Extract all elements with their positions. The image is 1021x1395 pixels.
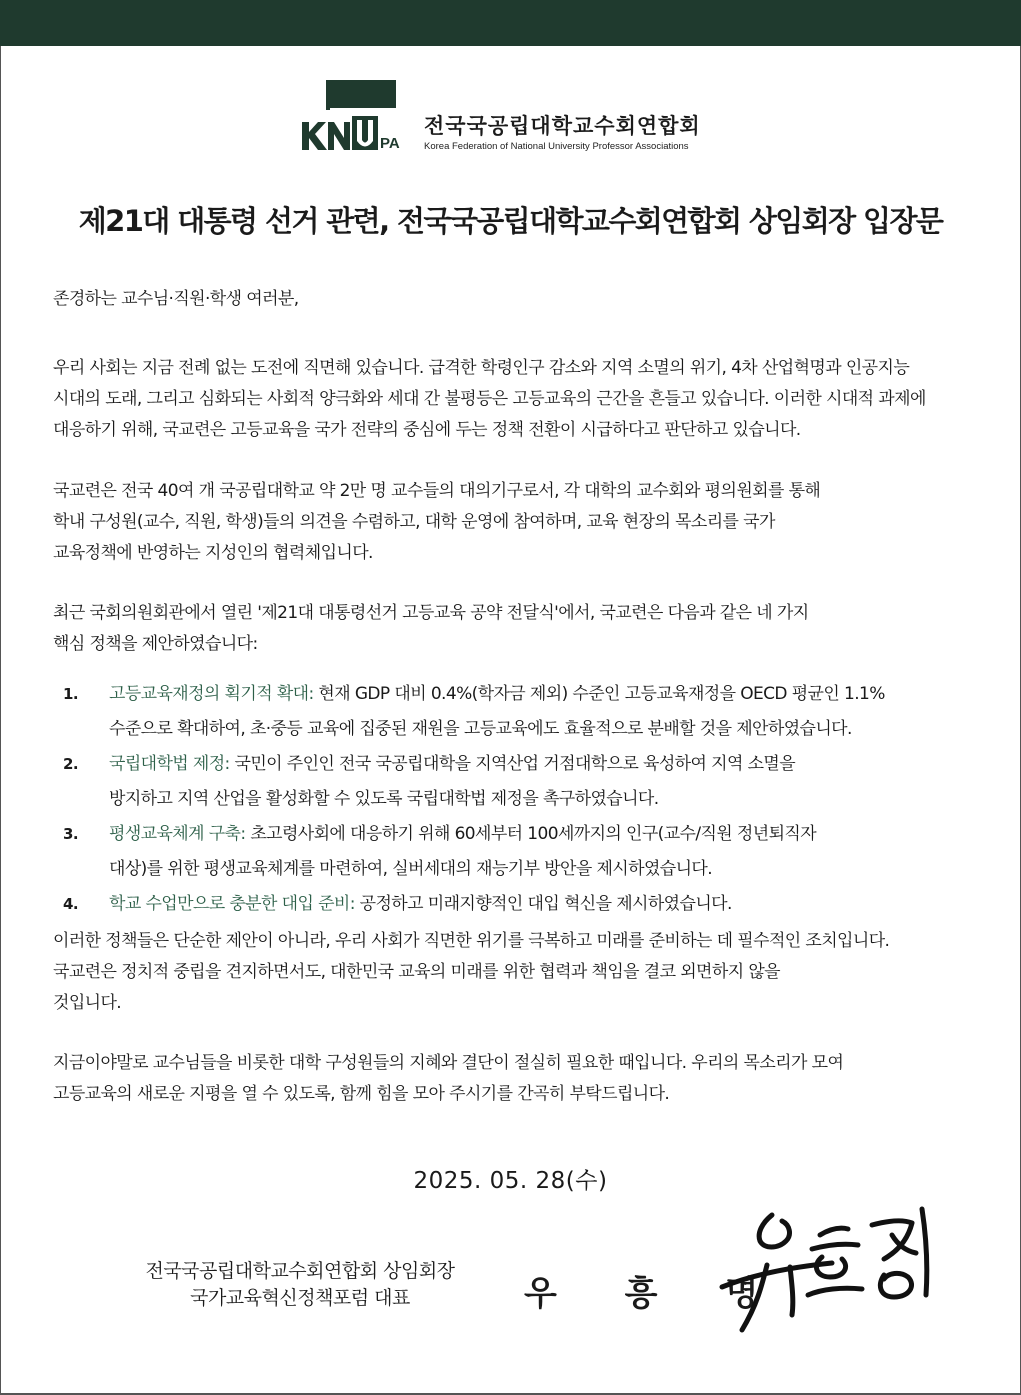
list-item-text: 수준으로 확대하여, 초·중등 교육에 집중된 재원을 고등교육에도 효율적으로 분배할 것을 제안하였습니다. <box>109 719 852 739</box>
text-line: 대응하기 위해, 국교련은 고등교육을 국가 전략의 중심에 두는 정책 전환이 시급하다고 판단하고 있습니다. <box>53 420 801 440</box>
org-logo <box>300 80 720 160</box>
paragraph-context <box>53 353 973 446</box>
list-number: 2. <box>63 755 78 773</box>
paragraph-appeal <box>53 1048 973 1110</box>
text-line: 우리 사회는 지금 전례 없는 도전에 직면해 있습니다. 급격한 학령인구 감소와 지역 소멸의 위기, 4차 산업혁명과 인공지능 <box>53 358 910 378</box>
text-line: 핵심 정책을 제안하였습니다: <box>53 634 258 654</box>
signer-titles <box>110 1258 490 1312</box>
list-item-heading: 고등교육재정의 획기적 확대: <box>109 684 314 704</box>
list-item-text: 대상)를 위한 평생교육체계를 마련하여, 실버세대의 재능기부 방안을 제시하였습니다. <box>109 859 713 879</box>
list-item <box>53 817 983 887</box>
knupa-logo-icon <box>300 80 418 154</box>
document-title: 제21대 대통령 선거 관련, 전국국공립대학교수회연합회 상임회장 입장문 <box>78 204 943 238</box>
paragraph-proposal-intro <box>53 598 973 660</box>
list-item-text: 방지하고 지역 산업을 활성화할 수 있도록 국립대학법 제정을 촉구하였습니다. <box>109 789 659 809</box>
text-line: 것입니다. <box>53 993 122 1013</box>
text-line: 국교련은 전국 40여 개 국공립대학교 약 2만 명 교수들의 대의기구로서, 각 대학의 교수회와 평의원회를 통해 <box>53 481 821 501</box>
list-item <box>53 887 983 924</box>
text-line: 최근 국회의원회관에서 열린 '제21대 대통령선거 고등교육 공약 전달식'에서, 국교련은 다음과 같은 네 가지 <box>53 603 809 623</box>
proposal-list <box>53 677 983 924</box>
svg-text:PA: PA <box>380 135 400 152</box>
top-banner <box>0 0 1021 46</box>
list-item-text: 국민이 주인인 전국 국공립대학을 지역산업 거점대학으로 육성하여 지역 소멸을 <box>229 754 796 774</box>
document-date: 2025. 05. 28(수) <box>413 1168 608 1194</box>
list-item-heading: 학교 수업만으로 충분한 대입 준비: <box>109 894 355 914</box>
list-number: 3. <box>63 825 78 843</box>
list-number: 4. <box>63 895 78 913</box>
paragraph-about <box>53 476 973 569</box>
org-name-english: Korea Federation of National University Professor Associations <box>424 141 689 152</box>
text-line: 교육정책에 반영하는 지성인의 협력체입니다. <box>53 543 373 563</box>
text-line: 학내 구성원(교수, 직원, 학생)들의 의견을 수렴하고, 대학 운영에 참여하며, 교육 현장의 목소리를 국가 <box>53 512 775 532</box>
signer-title: 국가교육혁신정책포럼 대표 <box>190 1287 410 1309</box>
greeting-line: 존경하는 교수님·직원·학생 여러분, <box>53 289 299 309</box>
text-line: 지금이야말로 교수님들을 비롯한 대학 구성원들의 지혜와 결단이 절실히 필요한 때입니다. 우리의 목소리가 모여 <box>53 1053 844 1073</box>
list-item <box>53 677 983 747</box>
paragraph-significance <box>53 926 973 1019</box>
text-line: 이러한 정책들은 단순한 제안이 아니라, 우리 사회가 직면한 위기를 극복하고 미래를 준비하는 데 필수적인 조치입니다. <box>53 931 890 951</box>
signer-title: 전국국공립대학교수회연합회 상임회장 <box>145 1260 455 1282</box>
org-name-korean: 전국국공립대학교수회연합회 <box>424 114 701 138</box>
signature-icon <box>712 1205 942 1345</box>
list-item <box>53 747 983 817</box>
list-item-heading: 평생교육체계 구축: <box>109 824 246 844</box>
text-line: 시대의 도래, 그리고 심화되는 사회적 양극화와 세대 간 불평등은 고등교육의 근간을 흔들고 있습니다. 이러한 시대적 과제에 <box>53 389 926 409</box>
list-item-heading: 국립대학법 제정: <box>109 754 230 774</box>
list-number: 1. <box>63 685 78 703</box>
list-item-text: 공정하고 미래지향적인 대입 혁신을 제시하였습니다. <box>354 894 732 914</box>
text-line: 국교련은 정치적 중립을 견지하면서도, 대한민국 교육의 미래를 위한 협력과 책임을 결코 외면하지 않을 <box>53 962 780 982</box>
list-item-text: 현재 GDP 대비 0.4%(학자금 제외) 수준인 고등교육재정을 OECD 평균인 1.1% <box>313 684 885 704</box>
list-item-text: 초고령사회에 대응하기 위해 60세부터 100세까지의 인구(교수/직원 정년퇴직자 <box>245 824 817 844</box>
text-line: 고등교육의 새로운 지평을 열 수 있도록, 함께 힘을 모아 주시기를 간곡히 부탁드립니다. <box>53 1084 670 1104</box>
signer-name: 우 흥 명 <box>524 1274 787 1314</box>
greeting <box>53 284 973 315</box>
